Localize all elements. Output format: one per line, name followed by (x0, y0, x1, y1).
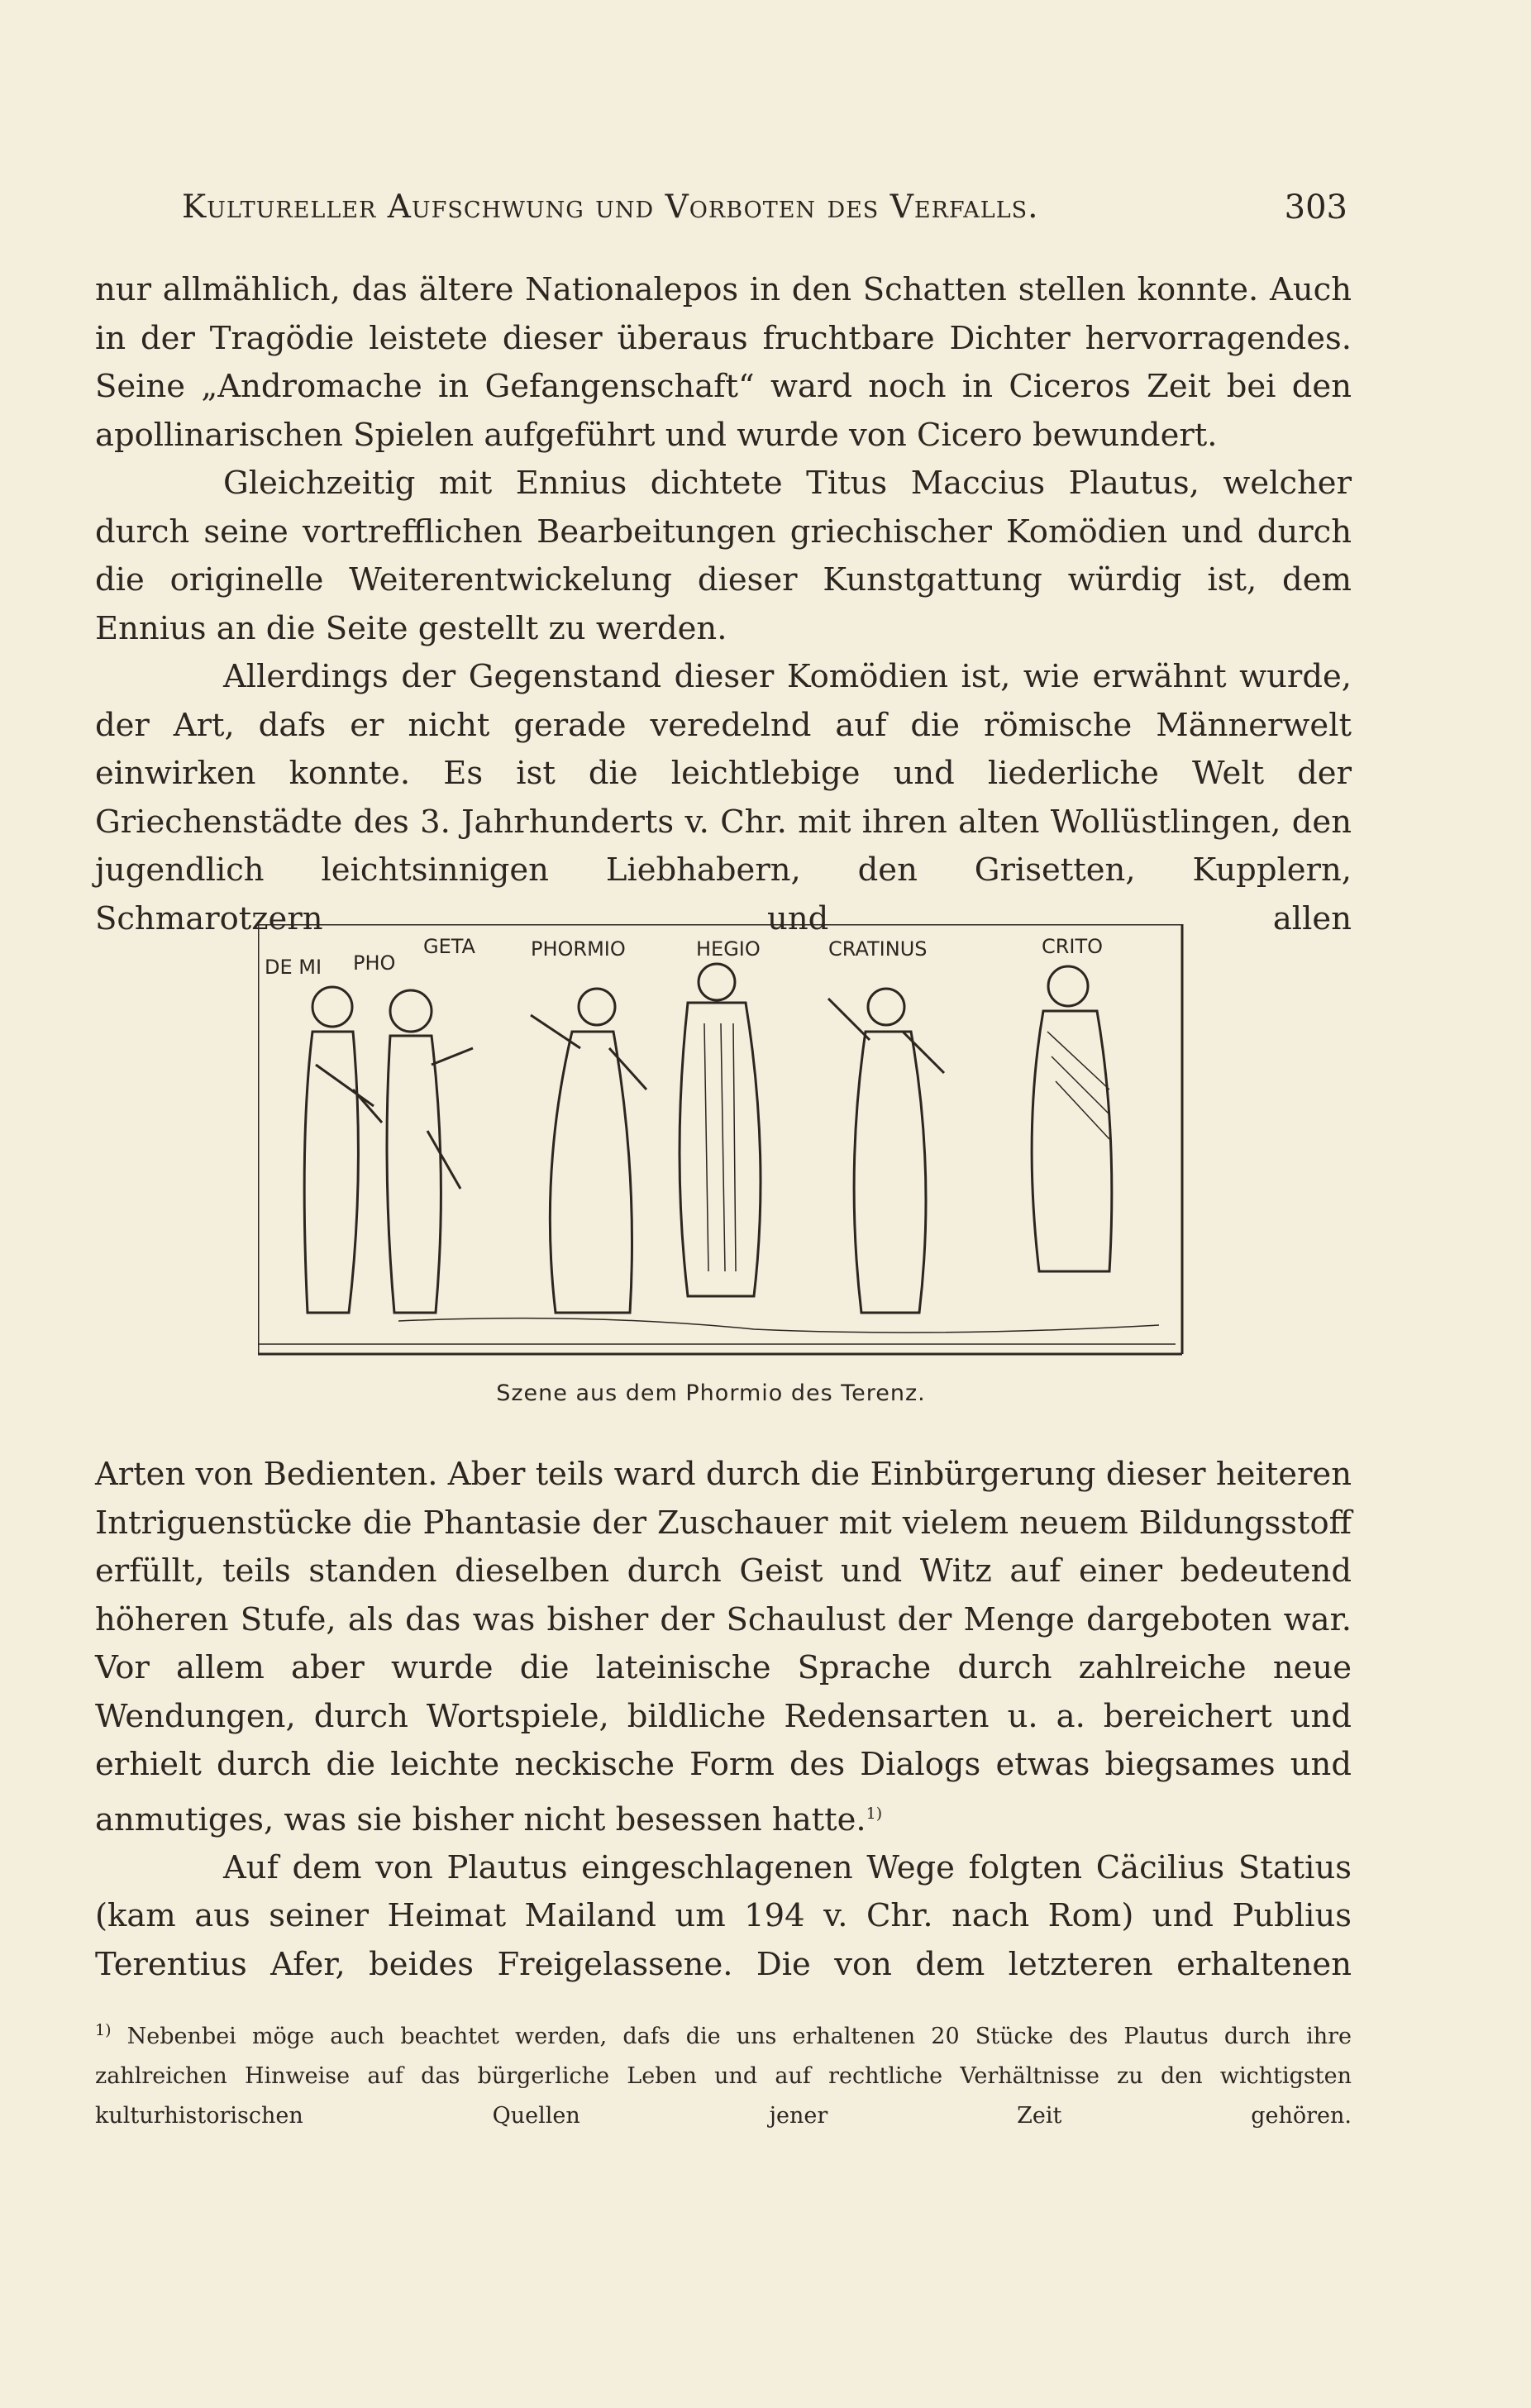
footnote (95, 2010, 1352, 2136)
page-number: 303 (1284, 188, 1347, 226)
paragraph (95, 1451, 1352, 1844)
footnote-marker: 1) (95, 2021, 112, 2039)
footnote-reference: 1) (866, 1804, 883, 1823)
footnote-text: Nebenbei möge auch beachtet werden, dafs die uns erhaltenen 20 Stücke des Plautus durch ihre zahlreichen Hinweise auf das bürgerliche Leben und auf rechtliche Verhältnisse zu den wichtigsten kulturhistorischen Quellen jener Zeit gehören. (95, 2024, 1352, 2129)
figure-caption: Szene aus dem Phormio des Terenz. (496, 1380, 926, 1406)
figure-label: DE MI (265, 956, 322, 979)
paragraph: Gleichzeitig mit Ennius dichtete Titus Maccius Plautus, welcher durch seine vortrefflichen Bearbeitungen griechischer Komödien und durch die originelle Weiterentwickelung dieser Kunstgattung würdig ist, dem Ennius an die Seite gestellt zu werden. (95, 465, 1352, 647)
figure-label: CRATINUS (828, 937, 928, 961)
paragraph: nur allmählich, das ältere Nationalepos in den Schatten stellen konnte. Auch in der Tragödie leistete dieser überaus fruchtbare Dichter hervorragendes. Seine „Andromache in Gefangenschaft“ ward noch in Ciceros Zeit bei den apollinarischen Spielen aufgeführt und wurde von Cicero bewundert. (95, 271, 1352, 454)
text-block-bottom (95, 1451, 1352, 1989)
phormio-scene-drawing (258, 924, 1185, 1359)
figure-label: GETA (423, 935, 475, 958)
figure-label: PHORMIO (531, 937, 626, 961)
figure-label: CRITO (1042, 935, 1104, 958)
figure-label: PHO (353, 951, 396, 975)
running-head (182, 188, 1347, 230)
paragraph-text: Arten von Bedienten. Aber teils ward durch die Einbürgerung dieser heiteren Intriguenstücke die Phantasie der Zuschauer mit vielem neuem Bildungsstoff erfüllt, teils standen dieselben durch Geist und Witz auf einer bedeutend höheren Stufe, als das was bisher der Schaulust der Menge dargeboten war. Vor allem aber wurde die lateinische Sprache durch zahlreiche neue Wendungen, durch Wortspiele, bildliche Redensarten u. a. bereichert und erhielt durch die leichte neckische Form des Dialogs etwas biegsames und anmutiges, was sie bisher nicht besessen hatte. (95, 1456, 1352, 1838)
figure-label: HEGIO (696, 937, 761, 961)
paragraph: Allerdings der Gegenstand dieser Komödien ist, wie erwähnt wurde, der Art, dafs er nicht gerade veredelnd auf die römische Männerwelt einwirken konnte. Es ist die leichtlebige und liederliche Welt der Griechenstädte des 3. Jahrhunderts v. Chr. mit ihren alten Wollüstlingen, den jugendlich leichtsinnigen Liebhabern, den Grisetten, Kupplern, Schmarotzern und allen (95, 658, 1352, 937)
chapter-title: Kultureller Aufschwung und Vorboten des Verfalls. (182, 188, 1039, 226)
text-block-top (95, 266, 1352, 943)
figure-illustration (258, 924, 1185, 1359)
paragraph: Auf dem von Plautus eingeschlagenen Wege folgten Cäcilius Statius (kam aus seiner Heimat Mailand um 194 v. Chr. nach Rom) und Publius Terentius Afer, beides Freigelassene. Die von dem letzteren erhaltenen (95, 1848, 1352, 1983)
